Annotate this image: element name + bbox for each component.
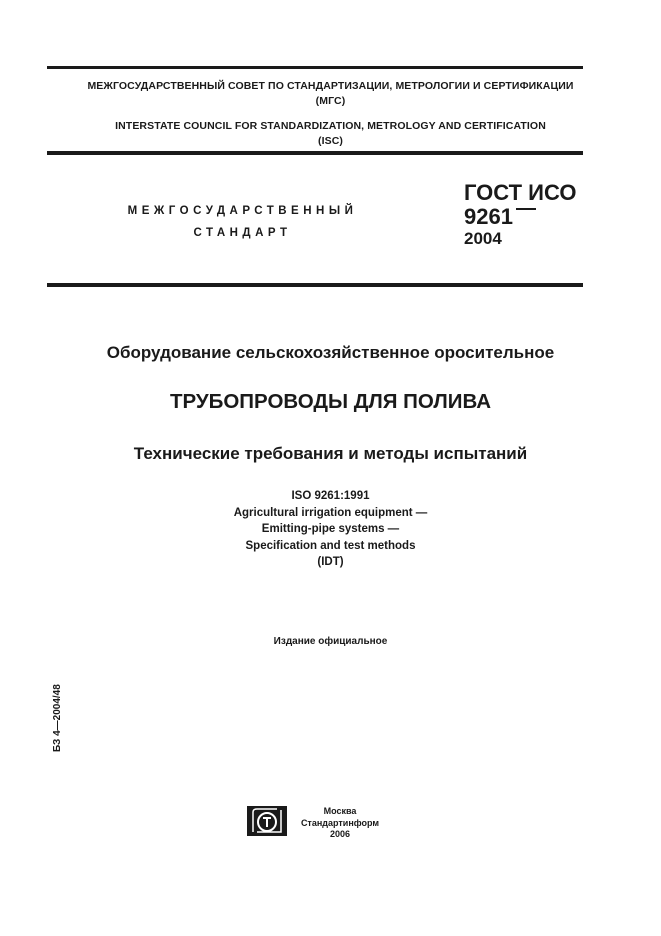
designation-rule bbox=[47, 283, 583, 287]
standard-type-line2: СТАНДАРТ bbox=[193, 227, 292, 239]
iso-line2: Emitting-pipe systems — bbox=[261, 523, 400, 535]
gost-year: 2004 bbox=[464, 229, 502, 248]
standard-type-line1: МЕЖГОСУДАРСТВЕННЫЙ bbox=[127, 205, 358, 217]
title-big: ТРУБОПРОВОДЫ ДЛЯ ПОЛИВА bbox=[169, 390, 492, 413]
gost-number: 9261 bbox=[464, 204, 513, 229]
title-sub: Технические требования и методы испытаний bbox=[133, 444, 528, 463]
header-rule bbox=[47, 151, 583, 155]
council-en-abbr: (ISC) bbox=[318, 135, 343, 147]
gost-designation bbox=[464, 181, 576, 249]
iso-line3: Specification and test methods bbox=[245, 539, 416, 552]
publisher-block bbox=[294, 806, 386, 841]
title-main: Оборудование сельскохозяйственное оросительное bbox=[106, 343, 555, 362]
edition-label: Издание официальное bbox=[273, 636, 388, 647]
gost-number-line bbox=[464, 205, 576, 229]
side-code: БЗ 4—2004/48 bbox=[52, 684, 63, 752]
iso-number: ISO 9261:1991 bbox=[291, 490, 370, 502]
iso-line1: Agricultural irrigation equipment — bbox=[233, 506, 428, 519]
top-rule bbox=[47, 66, 583, 69]
council-en-name: INTERSTATE COUNCIL FOR STANDARDIZATION, METROLOGY AND CERTIFICATION bbox=[115, 120, 546, 132]
standard-type-label bbox=[100, 200, 385, 244]
gost-dash bbox=[516, 208, 536, 210]
council-ru-abbr: (МГС) bbox=[315, 95, 346, 107]
iso-equiv: (IDT) bbox=[317, 556, 344, 568]
publisher-name: Стандартинформ bbox=[300, 817, 380, 828]
iso-reference bbox=[0, 488, 661, 571]
council-ru-name: МЕЖГОСУДАРСТВЕННЫЙ СОВЕТ ПО СТАНДАРТИЗАЦИИ, МЕТРОЛОГИИ И СЕРТИФИКАЦИИ bbox=[87, 80, 574, 92]
publisher-year: 2006 bbox=[329, 829, 351, 839]
publisher-city: Москва bbox=[323, 806, 357, 816]
publisher-logo-icon bbox=[247, 806, 287, 836]
gost-prefix: ГОСТ ИСО bbox=[464, 180, 577, 205]
